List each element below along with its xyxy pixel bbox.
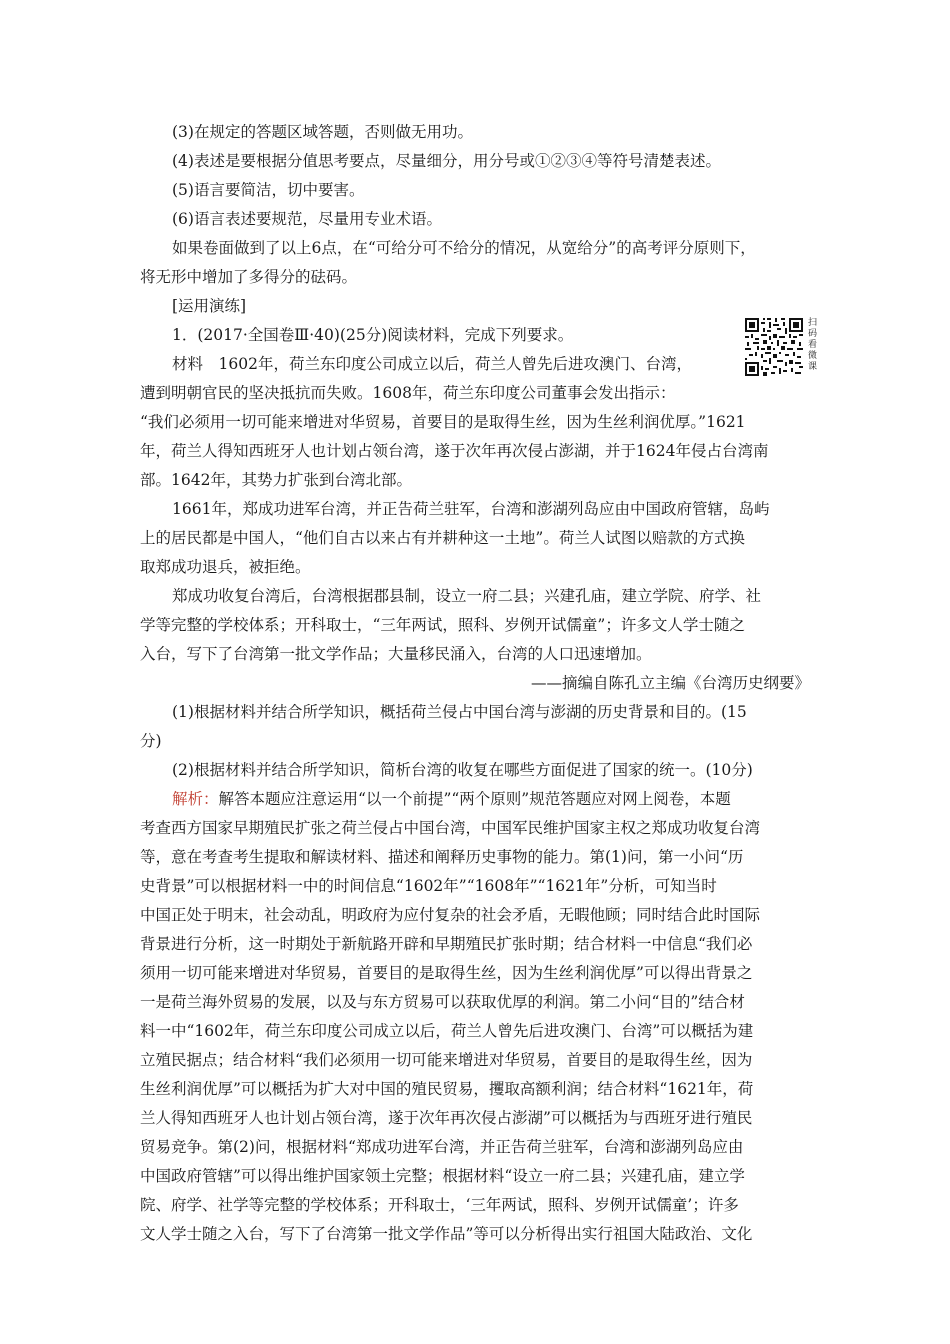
text-line: (3)在规定的答题区域答题，否则做无用功。 (172, 123, 473, 141)
text-line: 背景进行分析，这一时期处于新航路开辟和早期殖民扩张时期；结合材料一中信息“我们必 (140, 935, 753, 953)
text-line: 文人学士随之入台，写下了台湾第一批文学作品”等可以分析得出实行祖国大陆政治、文化 (140, 1225, 753, 1243)
text-line: 材料 1602年，荷兰东印度公司成立以后，荷兰人曾先后进攻澳门、台湾， (172, 355, 692, 373)
source-citation: ——摘编自陈孔立主编《台湾历史纲要》 (530, 674, 810, 692)
text-line: (5)语言要简洁，切中要害。 (172, 181, 365, 199)
text-line: 取郑成功退兵，被拒绝。 (140, 558, 311, 576)
text-line: 上的居民都是中国人，“他们自古以来占有并耕种这一土地”。荷兰人试图以赔款的方式换 (140, 529, 745, 547)
text-line: 年，荷兰人得知西班牙人也计划占领台湾，遂于次年再次侵占澎湖，并于1624年侵占台湾南 (140, 442, 769, 460)
analysis-first-line (172, 789, 810, 809)
text-line: 史背景”可以根据材料一中的时间信息“1602年”“1608年”“1621年”分析，可知当时 (140, 877, 717, 895)
text-line: 部。1642年，其势力扩张到台湾北部。 (140, 471, 412, 489)
text-line: “我们必须用一切可能来增进对华贸易，首要目的是取得生丝，因为生丝利润优厚。”1621 (140, 413, 746, 431)
text-line: 考查西方国家早期殖民扩张之荷兰侵占中国台湾，中国军民维护国家主权之郑成功收复台湾 (140, 819, 761, 837)
text-line: 须用一切可能来增进对华贸易，首要目的是取得生丝，因为生丝利润优厚”可以得出背景之 (140, 964, 753, 982)
qr-caption: 扫码看微课 (808, 318, 818, 372)
sub-question-1: (1)根据材料并结合所学知识，概括荷兰侵占中国台湾与澎湖的历史背景和目的。(15 (172, 703, 747, 721)
text-line: 郑成功收复台湾后，台湾根据郡县制，设立一府二县；兴建孔庙，建立学院、府学、社 (172, 587, 762, 605)
text-line: 1661年，郑成功进军台湾，并正告荷兰驻军，台湾和澎湖列岛应由中国政府管辖，岛屿 (172, 500, 770, 518)
text-line: 等，意在考查考生提取和解读材料、描述和阐释历史事物的能力。第(1)问，第一小问“历 (140, 848, 744, 866)
text-line: 生丝利润优厚”可以概括为扩大对中国的殖民贸易，攫取高额利润；结合材料“1621年，荷 (140, 1080, 754, 1098)
text-line: 贸易竞争。第(2)问，根据材料“郑成功进军台湾，并正告荷兰驻军，台湾和澎湖列岛应由 (140, 1138, 744, 1156)
text-line: 如果卷面做到了以上6点，在“可给分可不给分的情况，从宽给分”的高考评分原则下， (172, 239, 756, 257)
text-line: 兰人得知西班牙人也计划占领台湾，遂于次年再次侵占澎湖”可以概括为与西班牙进行殖民 (140, 1109, 753, 1127)
text-line: 中国正处于明末，社会动乱，明政府为应付复杂的社会矛盾，无暇他顾；同时结合此时国际 (140, 906, 761, 924)
text-line: 学等完整的学校体系；开科取士，“三年两试，照科、岁例开试儒童”；许多文人学士随之 (140, 616, 745, 634)
question-title: 1．(2017·全国卷Ⅲ·40)(25分)阅读材料，完成下列要求。 (172, 326, 574, 344)
text-line: 中国政府管辖”可以得出维护国家领土完整；根据材料“设立一府二县；兴建孔庙，建立学 (140, 1167, 745, 1185)
text-line: 料一中“1602年，荷兰东印度公司成立以后，荷兰人曾先后进攻澳门、台湾”可以概括为建 (140, 1022, 754, 1040)
sub-question-2: (2)根据材料并结合所学知识，简析台湾的收复在哪些方面促进了国家的统一。(10分) (172, 761, 753, 779)
sub-question-1-cont: 分) (140, 732, 162, 750)
text-line: 将无形中增加了多得分的砝码。 (140, 268, 358, 286)
text-line: 一是荷兰海外贸易的发展，以及与东方贸易可以获取优厚的利润。第二小问“目的”结合材 (140, 993, 745, 1011)
text-line: 遭到明朝官民的坚决抵抗而失败。1608年，荷兰东印度公司董事会发出指示： (140, 384, 676, 402)
text-line: 立殖民据点；结合材料“我们必须用一切可能来增进对华贸易，首要目的是取得生丝，因为 (140, 1051, 753, 1069)
text-line: 入台，写下了台湾第一批文学作品；大量移民涌入，台湾的人口迅速增加。 (140, 645, 652, 663)
qr-code-icon[interactable] (745, 318, 803, 376)
analysis-label: 解析： (172, 790, 219, 808)
section-heading: [运用演练] (172, 297, 247, 315)
analysis-text: 解答本题应注意运用“以一个前提”“两个原则”规范答题应对网上阅卷，本题 (218, 790, 731, 808)
text-line: (6)语言表述要规范，尽量用专业术语。 (172, 210, 442, 228)
text-line: (4)表述是要根据分值思考要点，尽量细分，用分号或①②③④等符号清楚表述。 (172, 152, 721, 170)
text-line: 院、府学、社学等完整的学校体系；开科取士，‘三年两试，照科、岁例开试儒童’；许多 (140, 1196, 739, 1214)
